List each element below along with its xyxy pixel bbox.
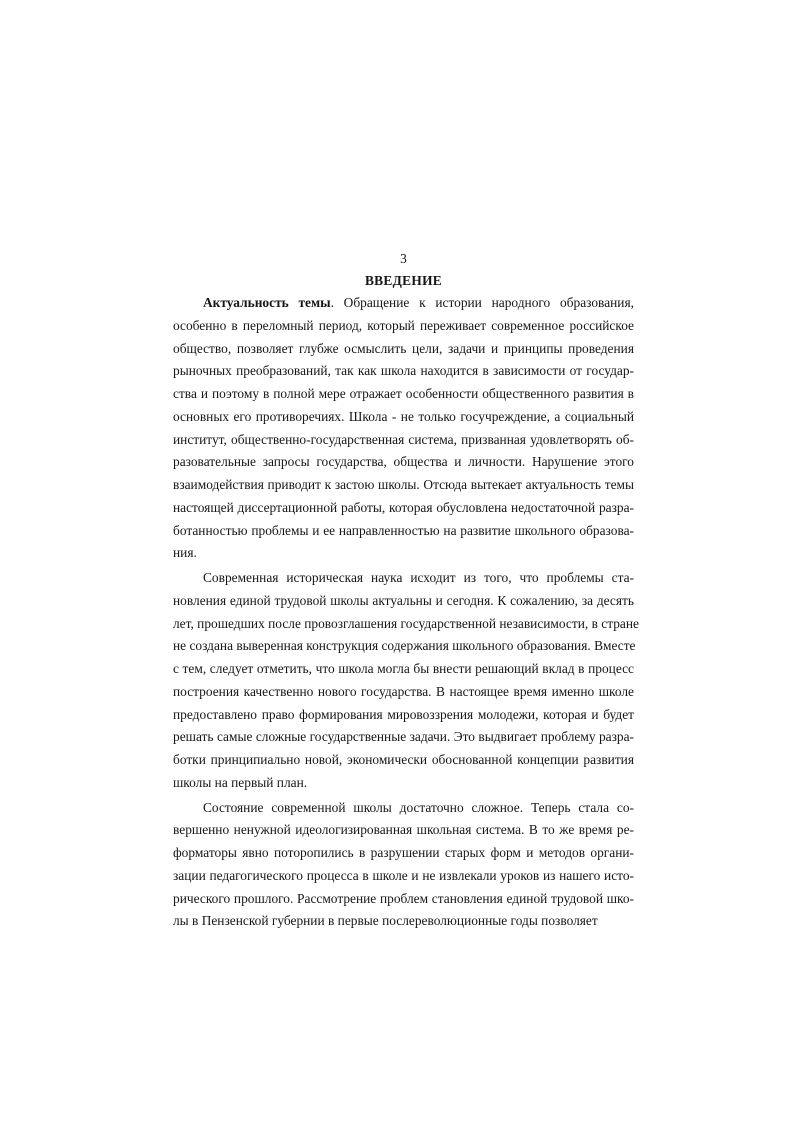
bold-lead: Актуальность темы [203, 295, 331, 310]
section-heading: ВВЕДЕНИЕ [364, 273, 443, 288]
paragraph-line: разовательные запросы государства, общества и личности. Нарушение этого [173, 454, 634, 470]
paragraph-line: лет, прошедших после провозглашения государственной независимости, в стране [173, 615, 639, 631]
text-block [173, 248, 639, 933]
paragraph-line: решать самые сложные государственные задачи. Это выдвигает проблему разра- [173, 729, 634, 745]
paragraph-line: рыночных преобразований, так как школа находится в зависимости от государ- [173, 363, 634, 379]
paragraph-line: Состояние современной школы достаточно сложное. Теперь стала со- [203, 799, 634, 815]
paragraph-line: построения качественно нового государства. В настоящее время именно школе [173, 683, 634, 699]
paragraph-line: общество, позволяет глубже осмыслить цели, задачи и принципы проведения [173, 340, 634, 356]
paragraph-line: с тем, следует отметить, что школа могла бы внести решающий вклад в процесс [173, 661, 634, 676]
paragraph-line: Современная историческая наука исходит из того, что проблемы ста- [203, 570, 634, 585]
paragraph-line: особенно в переломный период, который переживает современное российское [173, 317, 634, 333]
paragraph-2 [173, 567, 639, 795]
paragraph-line: ботки принципиально новой, экономически обоснованной концепции развития [173, 752, 634, 767]
paragraph-line: настоящей диссертационной работы, которая обусловлена недостаточной разра- [173, 499, 634, 515]
paragraph-line: вершенно ненужной идеологизированная школьная система. В то же время ре- [173, 822, 634, 838]
paragraph-line: институт, общественно-государственная система, призванная удовлетворять об- [173, 431, 634, 447]
paragraph-line [173, 292, 634, 315]
paragraph-line: школы на первый план. [173, 774, 308, 790]
lead-rest: . Обращение к истории народного образования, [330, 295, 634, 310]
paragraph-line: взаимодействия приводит к застою школы. Отсюда вытекает актуальность темы [173, 477, 634, 492]
paragraph-line: ства и поэтому в полной мере отражает особенности общественного развития в [173, 386, 634, 401]
paragraph-line: предоставлено право формирования мировоззрения молодежи, которая и будет [173, 706, 634, 722]
paragraph-line: не создана выверенная конструкция содержания школьного образования. Вместе [173, 638, 636, 654]
paragraph-3 [173, 797, 634, 934]
paragraph-line: рического прошлого. Рассмотрение проблем становления единой трудовой шко- [173, 890, 634, 906]
paragraph-line: зации педагогического процесса в школе и не извлекали уроков из нашего исто- [173, 867, 634, 883]
paragraph-line: основных его противоречиях. Школа - не только госучреждение, а социальный [173, 408, 634, 424]
paragraph-line: ботанностью проблемы и ее направленностью на развитие школьного образова- [173, 522, 634, 538]
page-number: 3 [400, 251, 407, 266]
paragraph-1 [173, 292, 634, 565]
paragraph-line: лы в Пензенской губернии в первые послереволюционные годы позволяет [173, 913, 598, 929]
paragraph-line: форматоры явно поторопились в разрушении старых форм и методов органи- [173, 845, 634, 860]
paragraph-line: новления единой трудовой школы актуальны и сегодня. К сожалению, за десять [173, 592, 634, 608]
paragraph-line: ния. [173, 545, 197, 561]
